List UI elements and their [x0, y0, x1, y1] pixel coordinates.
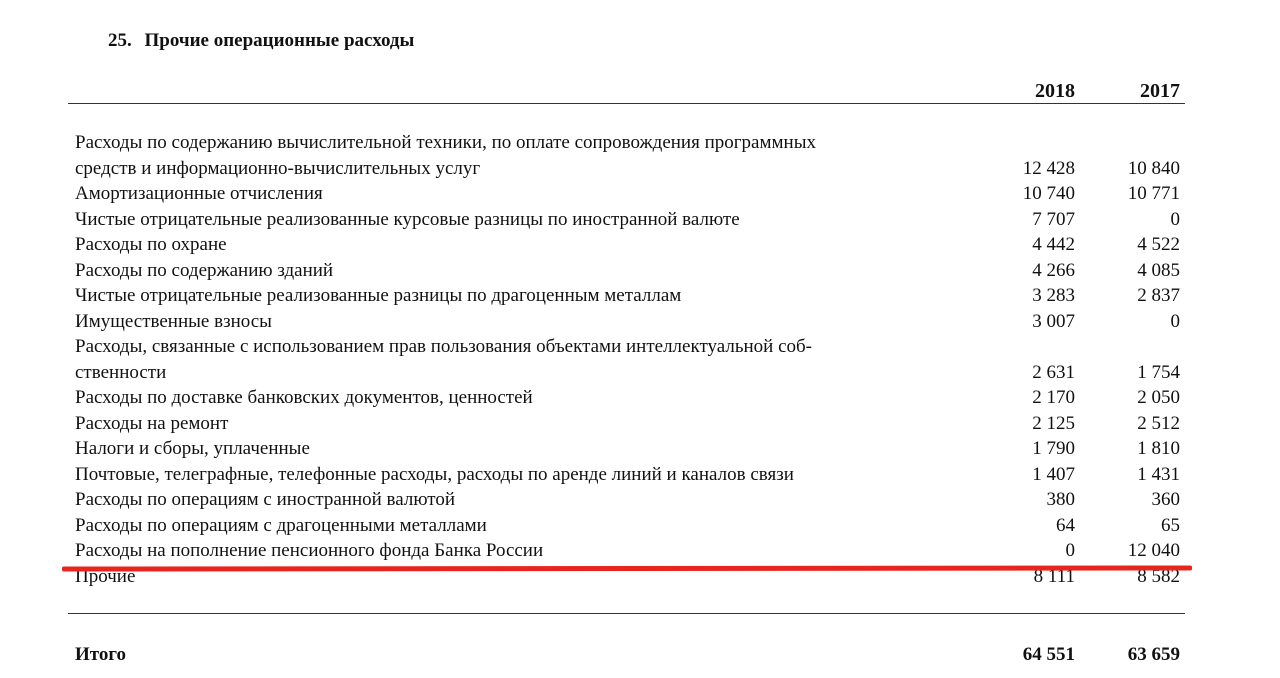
total-2018: 64 551 [1022, 644, 1075, 665]
value-2017: 65 [1161, 514, 1180, 536]
value-2018: 8 111 [1033, 565, 1075, 587]
value-2018: 1 407 [1032, 463, 1075, 485]
row-label: Расходы по содержанию вычислительной техники, по оплате сопровождения программных [75, 132, 816, 153]
row-label: Почтовые, телеграфные, телефонные расходы, расходы по аренде линий и каналов связи [75, 463, 794, 485]
value-2017: 360 [1151, 489, 1180, 510]
row-label: Чистые отрицательные реализованные курсовые разницы по иностранной валюте [75, 208, 740, 230]
value-2018: 380 [1046, 489, 1075, 510]
value-2017: 1 754 [1137, 361, 1180, 383]
column-header-2018: 2018 [1035, 80, 1075, 102]
value-2017: 2 050 [1137, 387, 1180, 408]
value-2018: 3 283 [1032, 285, 1075, 306]
value-2017: 10 840 [1127, 157, 1180, 179]
row-label: Расходы по операциям с драгоценными металлами [75, 514, 487, 536]
row-label: Расходы, связанные с использованием прав пользования объектами интеллектуальной соб- [75, 336, 813, 357]
value-2017: 8 582 [1137, 565, 1180, 587]
value-2017: 4 522 [1137, 234, 1180, 255]
row-label: Имущественные взносы [75, 310, 272, 332]
header-rule [68, 103, 1185, 104]
value-2018: 1 790 [1032, 438, 1075, 459]
value-2017: 1 810 [1137, 438, 1180, 459]
value-2018: 2 125 [1032, 412, 1075, 434]
total-label: Итого [75, 644, 127, 665]
row-label: Чистые отрицательные реализованные разницы по драгоценным металлам [75, 285, 682, 306]
row-label: Расходы на ремонт [75, 412, 229, 434]
total-rule [68, 613, 1185, 614]
section-number: 25. [108, 30, 132, 51]
value-2017: 0 [1170, 310, 1180, 332]
row-label: Амортизационные отчисления [75, 183, 323, 204]
value-2017: 2 837 [1137, 285, 1180, 306]
value-2018: 12 428 [1022, 157, 1075, 179]
value-2018: 4 266 [1032, 259, 1075, 281]
column-header-2017: 2017 [1140, 80, 1180, 102]
value-2017: 1 431 [1137, 463, 1180, 485]
row-label: Налоги и сборы, уплаченные [75, 438, 310, 459]
value-2018: 2 170 [1032, 387, 1075, 408]
value-2017: 4 085 [1137, 259, 1180, 281]
total-2017: 63 659 [1127, 644, 1180, 665]
value-2017: 0 [1170, 208, 1180, 230]
row-label: Расходы на пополнение пенсионного фонда Банка России [75, 540, 544, 561]
value-2018: 4 442 [1032, 234, 1075, 255]
row-label: Расходы по охране [75, 234, 227, 255]
value-2017: 2 512 [1137, 412, 1180, 434]
value-2018: 64 [1056, 514, 1075, 536]
section-title-text: Прочие операционные расходы [144, 30, 415, 51]
value-2017: 10 771 [1127, 183, 1180, 204]
value-2018: 7 707 [1032, 208, 1075, 230]
section-title [108, 30, 414, 52]
row-label: Расходы по содержанию зданий [75, 259, 334, 281]
value-2018: 3 007 [1032, 310, 1075, 332]
row-label: Прочие [75, 565, 136, 587]
value-2017: 12 040 [1127, 540, 1180, 561]
value-2018: 0 [1065, 540, 1075, 561]
row-label: средств и информационно-вычислительных услуг [75, 157, 481, 179]
value-2018: 10 740 [1022, 183, 1075, 204]
value-2018: 2 631 [1032, 361, 1075, 383]
row-label: Расходы по доставке банковских документов, ценностей [75, 387, 533, 408]
row-label: Расходы по операциям с иностранной валютой [75, 489, 456, 510]
row-label: ственности [75, 361, 167, 383]
